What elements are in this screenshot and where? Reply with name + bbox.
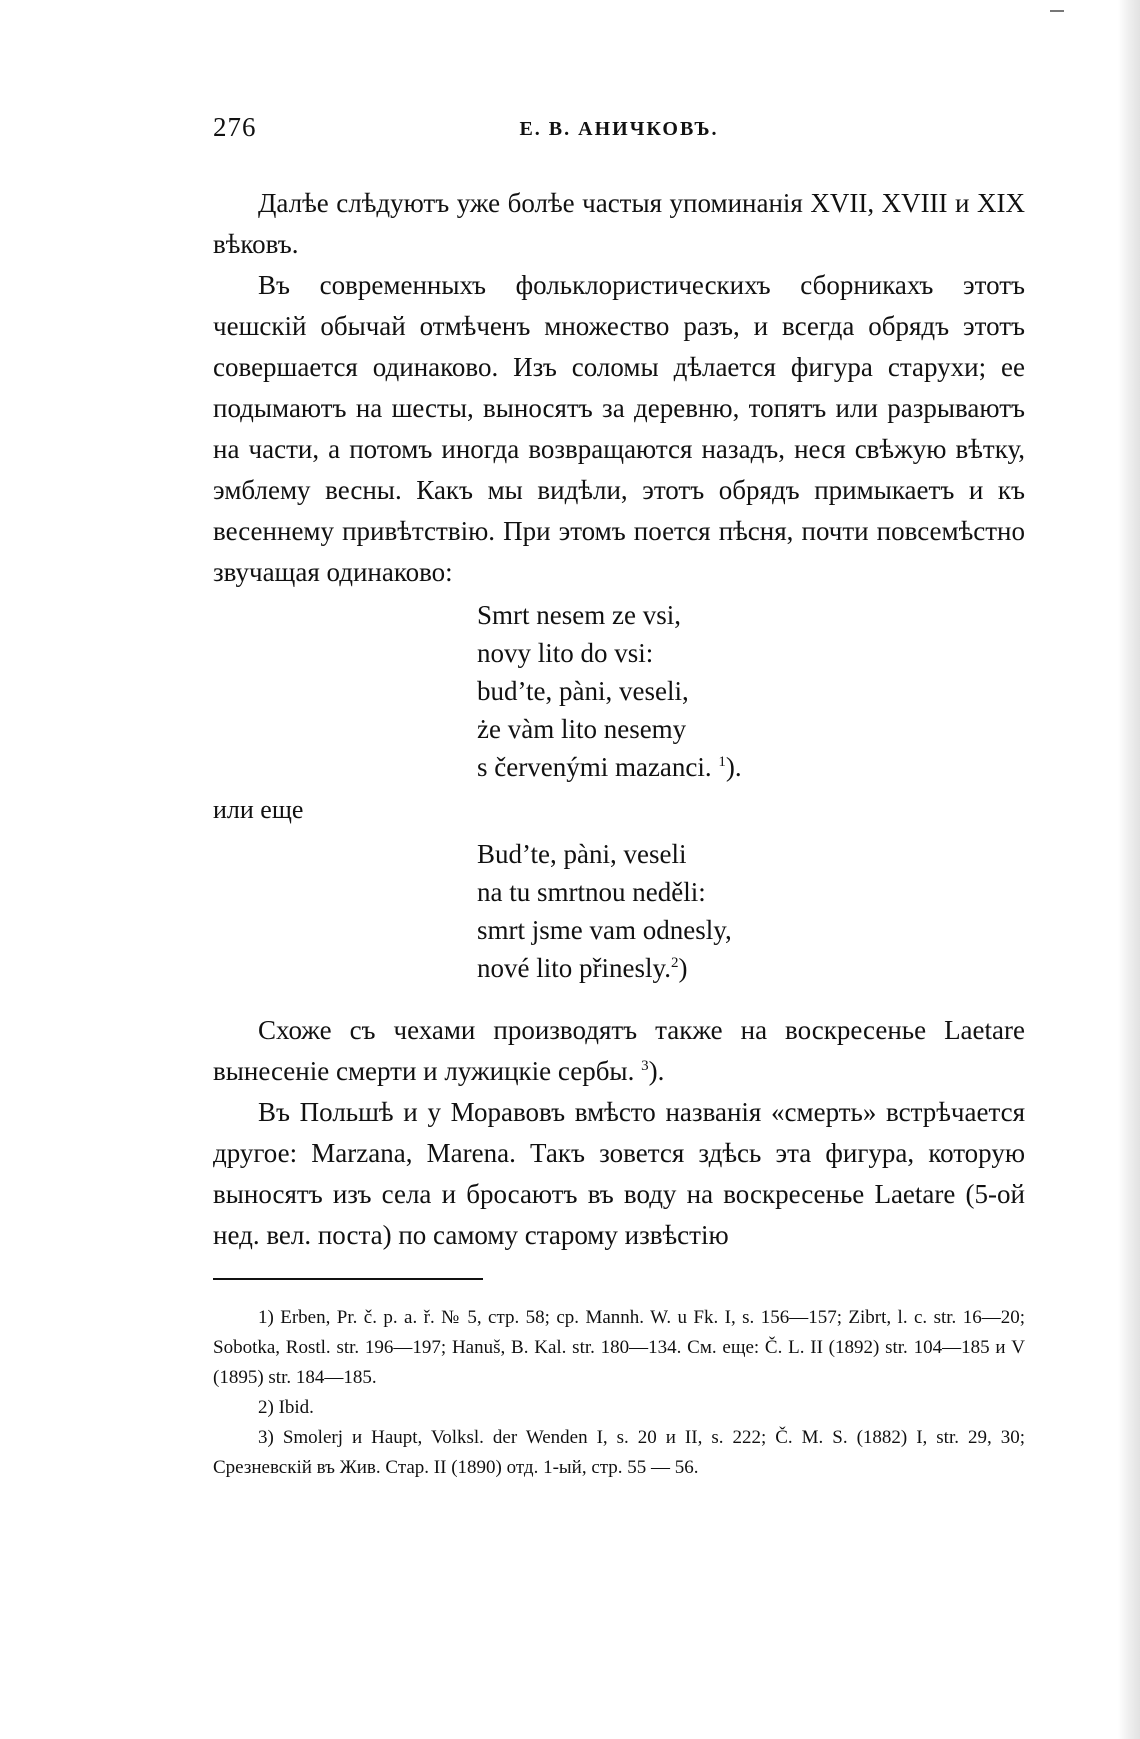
verse-line-text: nové lito přinesly. bbox=[477, 953, 671, 983]
footnote-ref-3: 3 bbox=[641, 1058, 649, 1074]
verse-line: Smrt nesem ze vsi, bbox=[477, 600, 681, 630]
main-text-continued bbox=[213, 1010, 1025, 1256]
verse-line: na tu smrtnou neděli: bbox=[477, 877, 706, 907]
verse-block-2 bbox=[477, 835, 732, 987]
connector-text: или еще bbox=[213, 795, 304, 824]
verse-line: novy lito do vsi: bbox=[477, 638, 654, 668]
verse-line-text: s červenými mazanci. bbox=[477, 752, 712, 782]
footnote-1: 1) Erben, Pr. č. p. a. ř. № 5, стр. 58; ср. Mannh. W. u Fk. I, s. 156—157; Zibrt, l. c. str. 16—20; Sobotka, Rostl. str. 196—197; Hanuš, B. Kal. str. 180—134. См. еще: Č. L. II (1892) str. 104—185 и V (1895) str. 184—185. bbox=[213, 1307, 1025, 1388]
footnote-ref-1: 1 bbox=[718, 754, 726, 770]
footnote-3: 3) Smolerj и Haupt, Volksl. der Wenden I, s. 20 и II, s. 222; Č. M. S. (1882) I, str. 29, 30; Срезневскій въ Жив. Стар. II (1890) отд. 1-ый, стр. 55 — 56. bbox=[213, 1427, 1025, 1478]
page-edge-shadow bbox=[1118, 0, 1140, 1739]
paragraph-3-text: Схоже съ чехами производятъ также на воскресенье Laetare вынесеніе смерти и лужицкіе сербы. bbox=[213, 1015, 1025, 1086]
verse-line-last bbox=[477, 949, 732, 987]
paragraph-1: Далѣе слѣдуютъ уже болѣе частыя упоминанія XVII, XVIII и XIX вѣковъ. bbox=[213, 188, 1025, 259]
verse-block-1 bbox=[477, 596, 742, 786]
footnote-ref-2: 2 bbox=[670, 955, 679, 971]
verse-line: smrt jsme vam odnesly, bbox=[477, 915, 732, 945]
paragraph-4: Въ Польшѣ и у Моравовъ вмѣсто названія «смерть» встрѣчается другое: Marzana, Marena. Такъ зовется здѣсь эта фигура, которую выносятъ изъ села и бросаютъ въ воду на воскресенье Laetare (5-ой нед. вел. поста) по самому старому извѣстію bbox=[213, 1097, 1025, 1250]
footnote-2: 2) Ibid. bbox=[258, 1397, 314, 1418]
ref-close: ) bbox=[678, 953, 688, 983]
running-head: Е. В. АНИЧКОВЪ. bbox=[519, 118, 719, 140]
verse-line: Bud’te, pàni, veseli bbox=[477, 839, 687, 869]
verse-line: że vàm lito nesemy bbox=[477, 714, 687, 744]
verse-line-last bbox=[477, 748, 742, 786]
page-header bbox=[213, 112, 1025, 152]
paragraph-3 bbox=[213, 1010, 1025, 1092]
main-text bbox=[213, 183, 1025, 593]
footnotes bbox=[213, 1303, 1025, 1483]
ref-close: ). bbox=[725, 752, 742, 782]
ref-close: ). bbox=[648, 1056, 665, 1086]
footnote-divider bbox=[213, 1278, 483, 1280]
scan-mark bbox=[1050, 10, 1064, 12]
paragraph-2: Въ современныхъ фольклористическихъ сборникахъ этотъ чешскій обычай отмѣченъ множество разъ, и всегда обрядъ этотъ совершается одинаково. Изъ соломы дѣлается фигура старухи; ее подымаютъ на шесты, выносятъ за деревню, топятъ или разрываютъ на части, а потомъ иногда возвращаются назадъ, неся свѣжую вѣтку, эмблему весны. Какъ мы видѣли, этотъ обрядъ примыкаетъ и къ весеннему привѣтствію. При этомъ поется пѣсня, почти повсемѣстно звучащая одинаково: bbox=[213, 270, 1025, 587]
verse-line: bud’te, pàni, veseli, bbox=[477, 676, 689, 706]
page-number: 276 bbox=[213, 112, 257, 142]
